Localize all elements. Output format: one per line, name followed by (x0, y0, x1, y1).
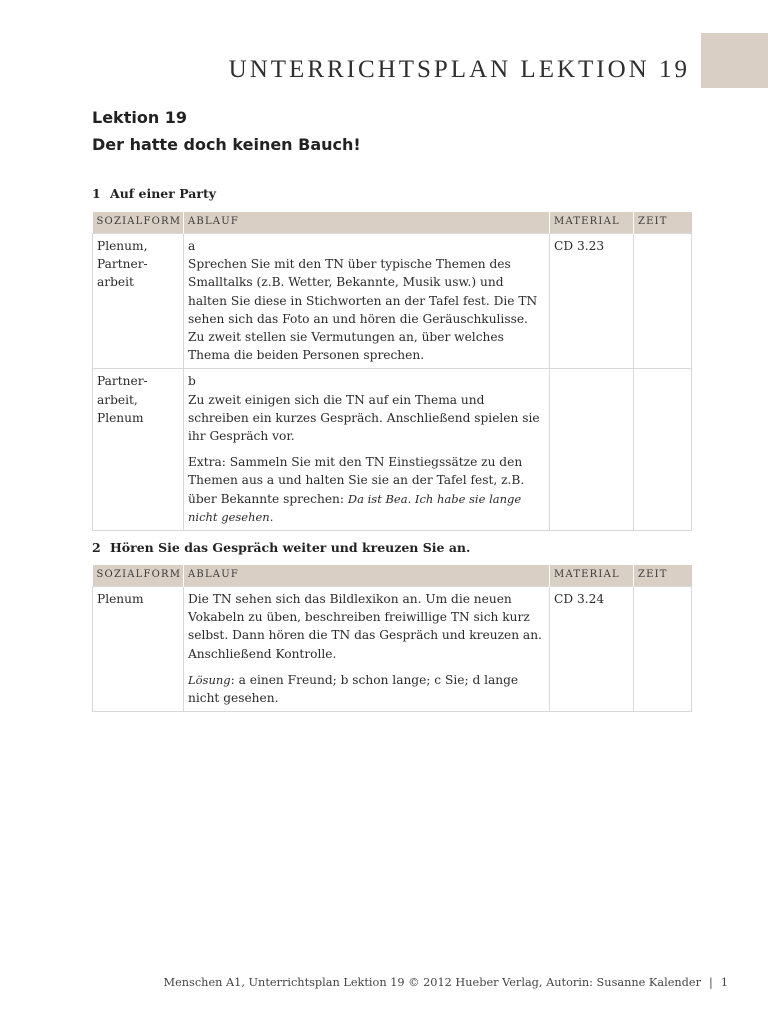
cell-material (550, 369, 634, 531)
extra-note: Extra: Sammeln Sie mit den TN Einstiegssätze zu den Themen aus a und halten Sie sie an der Tafel fest, z.B. über Bekannte sprechen: Da ist Bea. Ich habe sie lange nicht gesehen. (188, 455, 525, 524)
footer-separator: | (709, 976, 713, 989)
page-footer (164, 976, 728, 989)
column-header-sozialform: SOZIALFORM (93, 565, 184, 587)
footer-credit: Menschen A1, Unterrichtsplan Lektion 19 © 2012 Hueber Verlag, Autorin: Susanne Kalender (163, 976, 701, 989)
column-header-zeit: ZEIT (634, 212, 692, 234)
cell-sozialform: Partner- arbeit, Plenum (93, 369, 184, 531)
cell-sozialform: Plenum, Partner- arbeit (93, 234, 184, 369)
example-sentence: Da ist Bea. Ich habe sie lange nicht gesehen. (188, 491, 522, 524)
step-label: b (188, 374, 196, 389)
step-label: a (188, 239, 196, 253)
cell-material: CD 3.24 (550, 587, 634, 712)
cell-zeit (634, 234, 692, 369)
cell-zeit (634, 587, 692, 712)
section-number: 2 (92, 540, 101, 555)
cell-sozialform: Plenum (93, 587, 184, 712)
section-2-title (92, 540, 470, 555)
lesson-plan-table-2 (92, 565, 692, 712)
section-title-text: Auf einer Party (110, 186, 216, 201)
lesson-subtitle: Der hatte doch keinen Bauch! (92, 135, 361, 154)
lesson-plan-table-1 (92, 212, 692, 531)
column-header-ablauf: ABLAUF (184, 565, 550, 587)
cell-ablauf (184, 369, 550, 531)
column-header-ablauf: ABLAUF (184, 212, 550, 234)
step-text: Sprechen Sie mit den TN über typische Themen des Smalltalks (z.B. Wetter, Bekannte, Musik usw.) und halten Sie diese in Stichworten an der Tafel fest. Die TN sehen sich das Foto an und hören die Geräuschkulisse. Zu zweit stellen sie Vermutungen an, über welches Thema die beiden Personen sprechen. (188, 257, 538, 363)
cell-material: CD 3.23 (550, 234, 634, 369)
lesson-number: Lektion 19 (92, 108, 188, 127)
cell-ablauf (184, 587, 550, 712)
solution-note (188, 671, 545, 707)
step-text: Zu zweit einigen sich die TN auf ein Thema und schreiben ein kurzes Gespräch. Anschließend spielen sie ihr Gespräch vor. (188, 392, 540, 444)
section-number: 1 (92, 186, 101, 201)
table-row (93, 234, 692, 369)
column-header-sozialform: SOZIALFORM (93, 212, 184, 234)
table-row (93, 369, 692, 531)
cell-ablauf (184, 234, 550, 369)
step-text: Die TN sehen sich das Bildlexikon an. Um die neuen Vokabeln zu üben, beschreiben freiwillige TN sich kurz selbst. Dann hören die TN das Gespräch und kreuzen an. Anschließend Kontrolle. (188, 592, 542, 661)
lesson-heading (92, 104, 361, 158)
section-1-title (92, 186, 216, 201)
table-row (93, 587, 692, 712)
page-number: 1 (720, 976, 728, 989)
section-title-text: Hören Sie das Gespräch weiter und kreuzen Sie an. (110, 540, 471, 555)
page-title: UNTERRICHTSPLAN LEKTION 19 (228, 56, 690, 83)
column-header-material: MATERIAL (550, 212, 634, 234)
column-header-material: MATERIAL (550, 565, 634, 587)
column-header-zeit: ZEIT (634, 565, 692, 587)
header-accent-box (701, 33, 768, 88)
table-header-row (93, 565, 692, 587)
solution-label: Lösung (188, 672, 231, 687)
solution-text: : a einen Freund; b schon lange; c Sie; d lange nicht gesehen. (188, 672, 519, 706)
cell-zeit (634, 369, 692, 531)
table-header-row (93, 212, 692, 234)
